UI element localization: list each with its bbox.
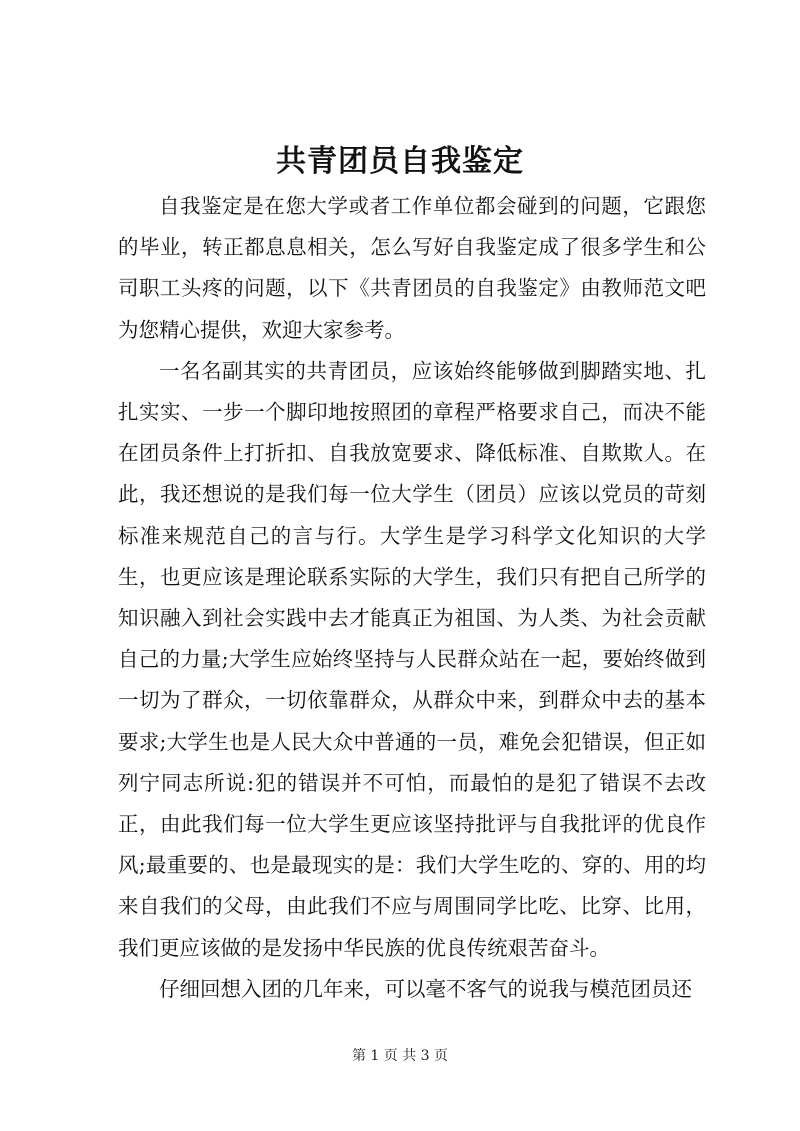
document-title: 共青团员自我鉴定 [276,144,524,179]
page-number-footer: 第 1 页 共 3 页 [351,1048,449,1064]
paragraph-intro: 自我鉴定是在您大学或者工作单位都会碰到的问题，它跟您的毕业，转正都息息相关，怎么写好自我鉴定成了很多学生和公司职工头疼的问题，以下《共青团员的自我鉴定》由教师范文吧为您精心提供，欢迎大家参考。 [118,194,706,342]
paragraph-main: 一名名副其实的共青团员，应该始终能够做到脚踏实地、扎扎实实、一步一个脚印地按照团的章程严格要求自己，而决不能在团员条件上打折扣、自我放宽要求、降低标准、自欺欺人。在此，我还想说的是我们每一位大学生（团员）应该以党员的苛刻标准来规范自己的言与行。大学生是学习科学文化知识的大学生，也更应该是理论联系实际的大学生，我们只有把自己所学的知识融入到社会实践中去才能真正为祖国、为人类、为社会贡献自己的力量;大学生应始终坚持与人民群众站在一起，要始终做到一切为了群众，一切依靠群众，从群众中来，到群众中去的基本要求;大学生也是人民大众中普通的一员，难免会犯错误，但正如列宁同志所说:犯的错误并不可怕，而最怕的是犯了错误不去改正，由此我们每一位大学生更应该坚持批评与自我批评的优良作风;最重要的、也是最现实的是：我们大学生吃的、穿的、用的均来自我们的父母，由此我们不应与周围同学比吃、比穿、比用，我们更应该做的是发扬中华民族的优良传统艰苦奋斗。 [118,358,706,960]
paragraph-closing: 仔细回想入团的几年来，可以毫不客气的说我与模范团员还 [159,976,692,1001]
document-body [118,186,706,1010]
